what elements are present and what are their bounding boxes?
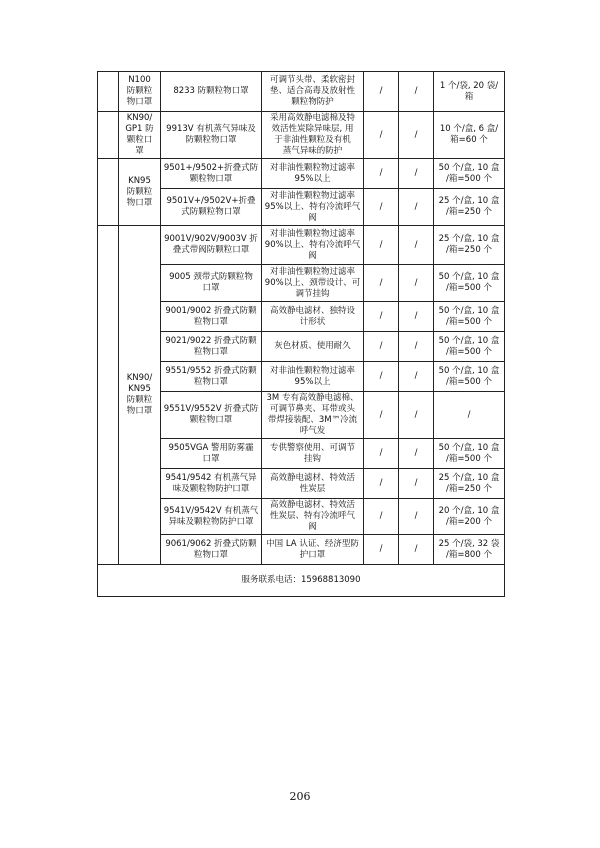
feature-cell: 对非油性颗粒物过滤率 95%以上 xyxy=(262,362,364,392)
table-row xyxy=(98,112,505,159)
feature-cell: 对非油性颗粒物过滤率 95%以上、特有冷流呼气 阀 xyxy=(262,189,364,226)
packaging-cell: 10 个/盒, 6 盒/ 箱=60 个 xyxy=(434,112,505,159)
model-cell: 9001V/902V/9003V 折 叠式带阀防颗粒口罩 xyxy=(161,226,262,265)
table-row xyxy=(98,72,505,112)
col4-cell: / xyxy=(364,226,399,265)
col5-cell: / xyxy=(399,265,434,302)
feature-cell: 灰色材质、使用耐久 xyxy=(262,332,364,362)
model-cell: 9913V 有机蒸气异味及 防颗粒物口罩 xyxy=(161,112,262,159)
col5-cell: / xyxy=(399,362,434,392)
blank-cell xyxy=(98,72,119,112)
page-number: 206 xyxy=(289,790,311,803)
col4-cell: / xyxy=(364,535,399,565)
packaging-cell: 25 个/盒, 10 盒 /箱=250 个 xyxy=(434,226,505,265)
category-cell: KN90/ GP1 防 颗粒口 罩 xyxy=(119,112,161,159)
col5-cell: / xyxy=(399,469,434,499)
packaging-cell: 50 个/盒, 10 盒 /箱=500 个 xyxy=(434,302,505,332)
packaging-cell: 25 个/袋, 32 袋 /箱=800 个 xyxy=(434,535,505,565)
packaging-cell: 1 个/袋, 20 袋/ 箱 xyxy=(434,72,505,112)
col4-cell: / xyxy=(364,469,399,499)
packaging-cell: 50 个/盒, 10 盒 /箱=500 个 xyxy=(434,265,505,302)
feature-cell: 专供警察使用、可调节 挂钩 xyxy=(262,439,364,469)
model-cell: 9551/9552 折叠式防颗 粒物口罩 xyxy=(161,362,262,392)
col4-cell: / xyxy=(364,499,399,535)
model-cell: 9541/9542 有机蒸气异 味及颗粒物防护口罩 xyxy=(161,469,262,499)
col5-cell: / xyxy=(399,189,434,226)
category-cell: KN90/ KN95 防颗粒 物口罩 xyxy=(119,226,161,565)
model-cell: 9061/9062 折叠式防颗 粒物口罩 xyxy=(161,535,262,565)
model-cell: 9501V+/9502V+折叠 式防颗粒物口罩 xyxy=(161,189,262,226)
packaging-cell: 50 个/盒, 10 盒 /箱=500 个 xyxy=(434,159,505,189)
blank-cell xyxy=(98,112,119,159)
col4-cell: / xyxy=(364,72,399,112)
col5-cell: / xyxy=(399,159,434,189)
category-cell: N100 防颗粒 物口罩 xyxy=(119,72,161,112)
col5-cell: / xyxy=(399,332,434,362)
col4-cell: / xyxy=(364,189,399,226)
feature-cell: 对非油性颗粒物过滤率 95%以上 xyxy=(262,159,364,189)
col5-cell: / xyxy=(399,535,434,565)
col4-cell: / xyxy=(364,159,399,189)
col4-cell: / xyxy=(364,302,399,332)
feature-cell: 对非油性颗粒物过滤率 90%以上、颈带设计、可 调节挂钩 xyxy=(262,265,364,302)
table-row xyxy=(98,159,505,189)
footer-row xyxy=(98,565,505,597)
col5-cell: / xyxy=(399,302,434,332)
col4-cell: / xyxy=(364,362,399,392)
feature-cell: 高效静电滤材、特效活 性炭层 xyxy=(262,469,364,499)
model-cell: 9541V/9542V 有机蒸气 异味及颗粒物防护口罩 xyxy=(161,499,262,535)
col4-cell: / xyxy=(364,332,399,362)
packaging-cell: 50 个/盒, 10 盒 /箱=500 个 xyxy=(434,362,505,392)
packaging-cell: 25 个/盒, 10 盒 /箱=250 个 xyxy=(434,189,505,226)
packaging-cell: 20 个/盒, 10 盒 /箱=200 个 xyxy=(434,499,505,535)
model-cell: 9021/9022 折叠式防颗 粒物口罩 xyxy=(161,332,262,362)
col5-cell: / xyxy=(399,72,434,112)
col4-cell: / xyxy=(364,392,399,439)
col4-cell: / xyxy=(364,265,399,302)
model-cell: 9501+/9502+折叠式防 颗粒物口罩 xyxy=(161,159,262,189)
feature-cell: 采用高效静电滤棉及特 效活性炭除异味层, 用 于非油性颗粒及有机 蒸气异味的防护 xyxy=(262,112,364,159)
col5-cell: / xyxy=(399,499,434,535)
packaging-cell: 50 个/盒, 10 盒 /箱=500 个 xyxy=(434,439,505,469)
feature-cell: 3M 专有高效静电滤棉、 可调节鼻夹、耳带或头 带焊接装配、3M™冷流 呼气发 xyxy=(262,392,364,439)
service-phone: 服务联系电话：15968813090 xyxy=(98,565,505,597)
model-cell: 9005 颈带式防颗粒物 口罩 xyxy=(161,265,262,302)
col5-cell: / xyxy=(399,226,434,265)
table-row xyxy=(98,226,505,265)
col5-cell: / xyxy=(399,392,434,439)
feature-cell: 高效静电滤材、特效活 性炭层、特有冷流呼气 阀 xyxy=(262,499,364,535)
packaging-cell: / xyxy=(434,392,505,439)
blank-cell xyxy=(98,159,119,226)
model-cell: 9505VGA 警用防雾霾 口罩 xyxy=(161,439,262,469)
col4-cell: / xyxy=(364,439,399,469)
col4-cell: / xyxy=(364,112,399,159)
feature-cell: 中国 LA 认证、经济型防 护口罩 xyxy=(262,535,364,565)
category-cell: KN95 防颗粒 物口罩 xyxy=(119,159,161,226)
feature-cell: 可调节头带、柔软密封 垫、适合高毒及放射性 颗粒物防护 xyxy=(262,72,364,112)
packaging-cell: 50 个/盒, 10 盒 /箱=500 个 xyxy=(434,332,505,362)
blank-cell xyxy=(98,226,119,565)
feature-cell: 高效静电滤材、独特设 计形状 xyxy=(262,302,364,332)
packaging-cell: 25 个/盒, 10 盒 /箱=250 个 xyxy=(434,469,505,499)
product-table xyxy=(97,71,505,597)
model-cell: 9001/9002 折叠式防颗 粒物口罩 xyxy=(161,302,262,332)
feature-cell: 对非油性颗粒物过滤率 90%以上、特有冷流呼气 阀 xyxy=(262,226,364,265)
col5-cell: / xyxy=(399,439,434,469)
col5-cell: / xyxy=(399,112,434,159)
model-cell: 8233 防颗粒物口罩 xyxy=(161,72,262,112)
model-cell: 9551V/9552V 折叠式防 颗粒物口罩 xyxy=(161,392,262,439)
